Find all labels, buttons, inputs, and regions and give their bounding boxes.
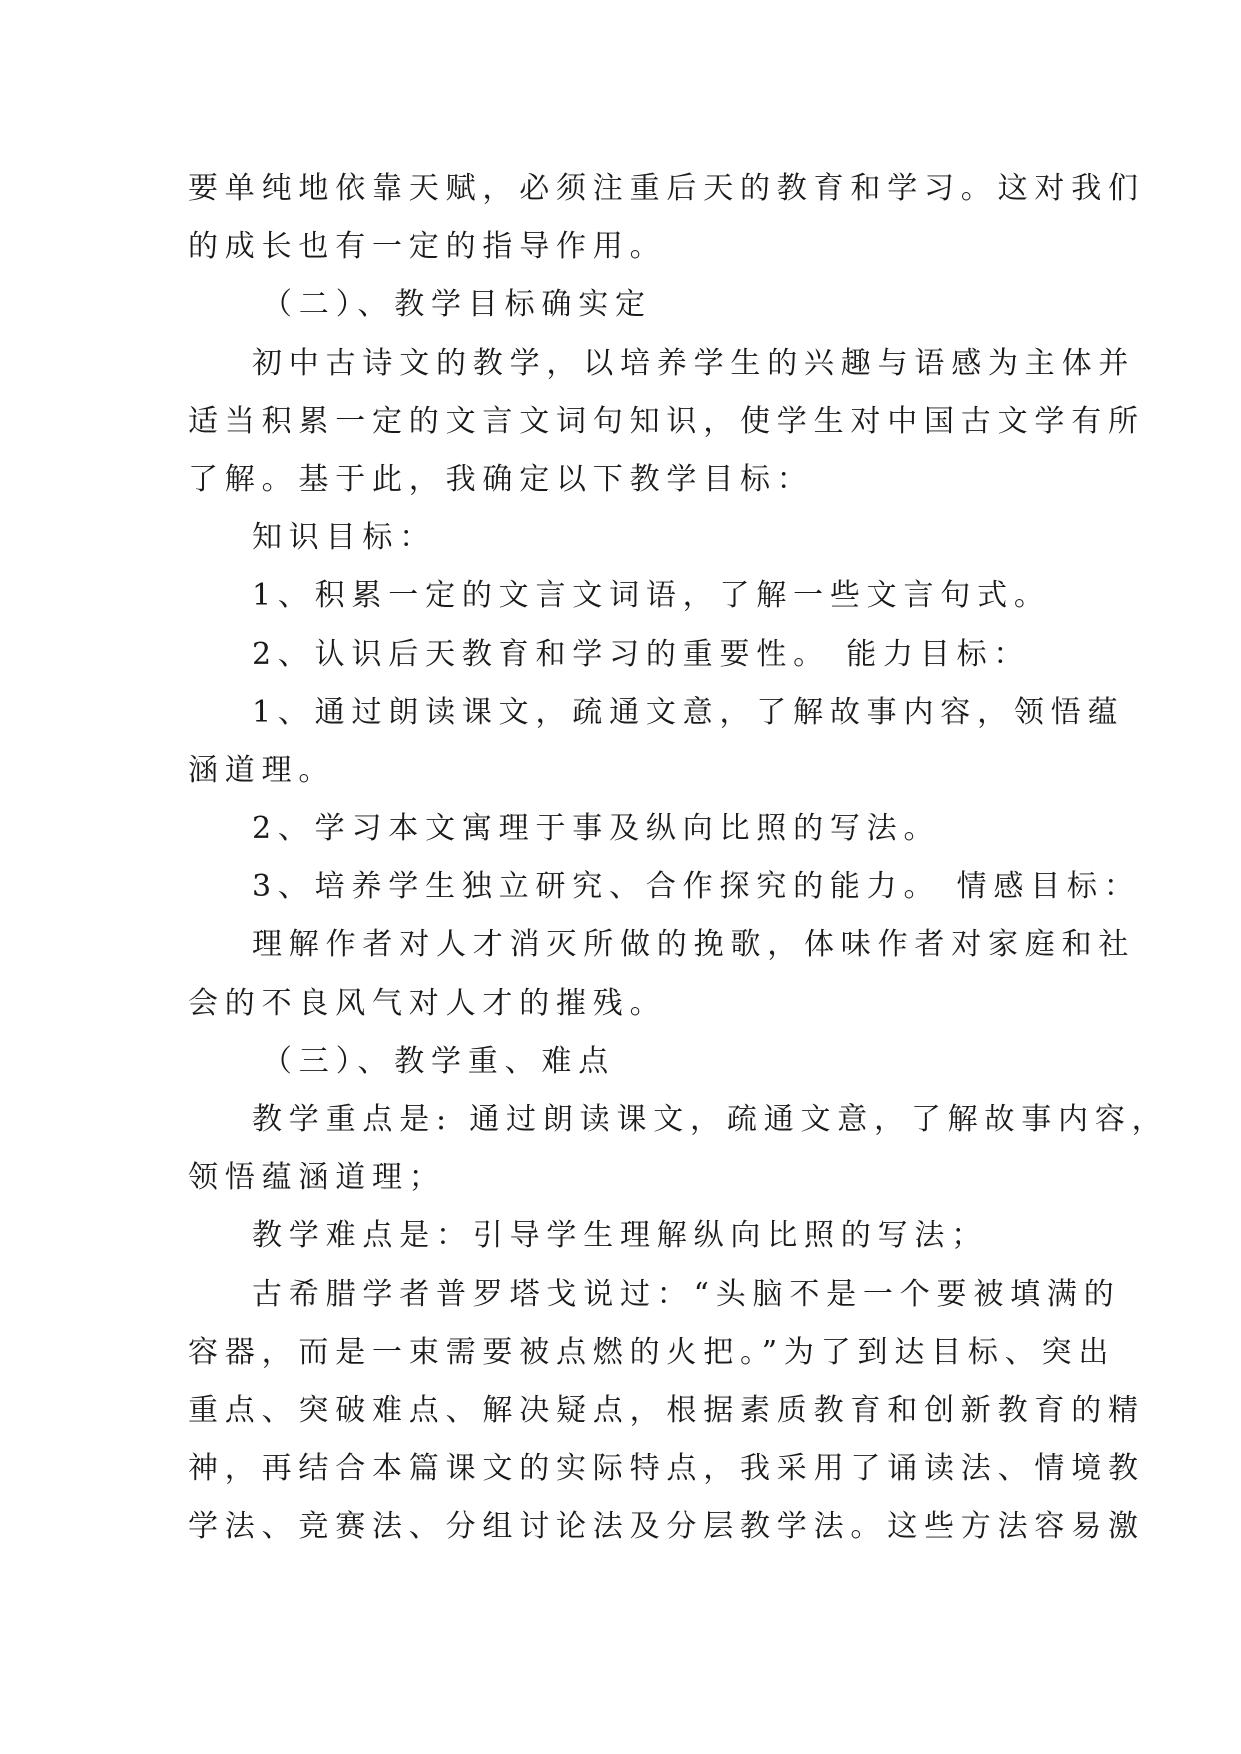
text-line: 古希腊学者普罗塔戈说过：“头脑不是一个要被填满的 — [252, 1276, 1121, 1312]
document-page — [188, 160, 1169, 1557]
text-line: 初中古诗文的教学，以培养学生的兴趣与语感为主体并 — [252, 345, 1136, 381]
text-line: 神，再结合本篇课文的实际特点，我采用了诵读法、情境教 — [188, 1451, 1145, 1487]
text-line: 的成长也有一定的指导作用。 — [188, 229, 667, 265]
text-line: 容器，而是一束需要被点燃的火把。”为了到达目标、突出 — [188, 1334, 1116, 1370]
text-line: 涵道理。 — [188, 752, 336, 788]
list-item: 1、积累一定的文言文词语，了解一些文言句式。 — [252, 578, 1051, 614]
text-line: 要单纯地依靠天赋，必须注重后天的教育和学习。这对我们 — [188, 171, 1145, 206]
text-line: 学法、竞赛法、分组讨论法及分层教学法。这些方法容易激 — [188, 1509, 1145, 1545]
text-line: 重点、突破难点、解决疑点，根据素质教育和创新教育的精 — [188, 1392, 1145, 1428]
text-line: 领悟蕴涵道理； — [188, 1160, 446, 1196]
text-line: 教学重点是: 通过朗读课文，疏通文意，了解故事内容， — [252, 1102, 1169, 1137]
list-item: 1、通过朗读课文，疏通文意，了解故事内容，领悟蕴 — [252, 694, 1125, 730]
text-line: 教学难点是：引导学生理解纵向比照的写法； — [252, 1218, 988, 1254]
text-line: 了解。基于此，我确定以下教学目标： — [188, 461, 814, 497]
text-line: 适当积累一定的文言文词句知识，使学生对中国古文学有所 — [188, 403, 1145, 439]
list-item: 2、认识后天教育和学习的重要性。 能力目标： — [252, 636, 1031, 672]
list-item: 2、学习本文寓理于事及纵向比照的写法。 — [252, 811, 941, 847]
section-heading: （二）、教学目标确实定 — [262, 287, 652, 323]
text-line: 会的不良风气对人才的摧残。 — [188, 985, 667, 1021]
text-line: 理解作者对人才消灭所做的挽歌，体味作者对家庭和社 — [252, 927, 1136, 963]
section-heading: （三）、教学重、难点 — [262, 1043, 615, 1079]
subheading-knowledge-goal: 知识目标： — [252, 520, 436, 556]
list-item: 3、培养学生独立研究、合作探究的能力。 情感目标： — [252, 869, 1141, 905]
